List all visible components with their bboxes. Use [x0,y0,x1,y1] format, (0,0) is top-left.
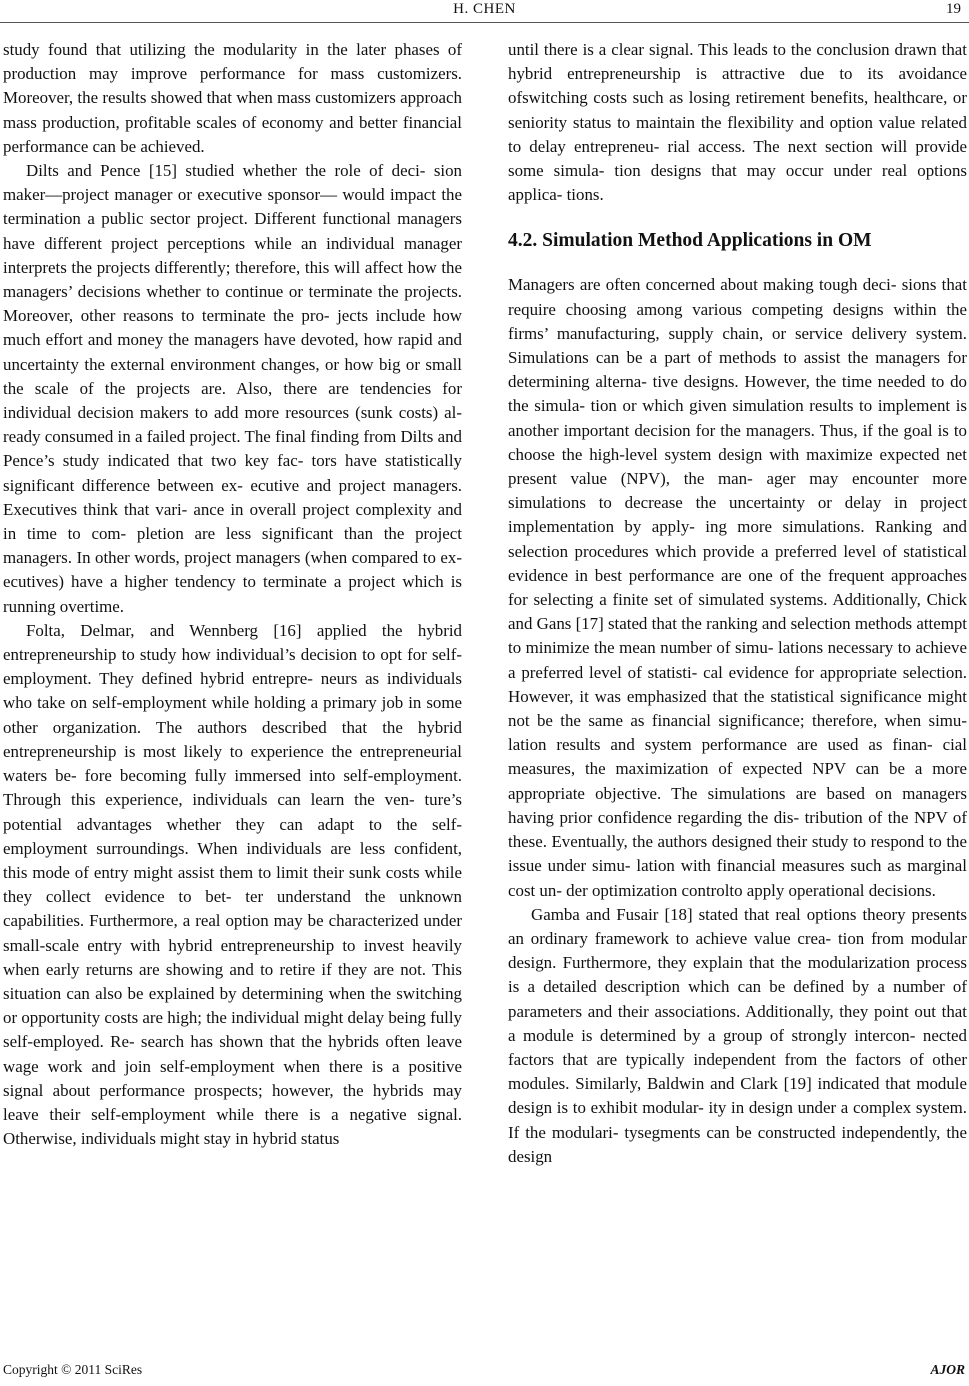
body-paragraph: study found that utilizing the modularity in the later phases of production may improve performance for mass customizers. Moreover, the results showed that when mass customizers approach mass production, profitable scales of economy and better financial performance can be achieved. [3,40,462,156]
section-heading: 4.2. Simulation Method Applications in OM [508,230,872,252]
page-header [0,0,969,23]
body-paragraph: Dilts and Pence [15] studied whether the role of deci- sion maker—project manager or executive sponsor— would impact the termination a public sector project. Different functional managers have different project perceptions while an individual manager interprets the projects differently; therefore, this will affect how the managers’ decisions whether to continue or terminate the projects. Moreover, other reasons to terminate the pro- jects include how much effort and money the managers have devoted, how rapid and uncertainty the external environment changes, or how big or small the scale of the projects are. Also, there are tendencies for individual decision makers to add more resources (sunk costs) al- ready consumed in a failed project. The final finding from Dilts and Pence’s study indicated that two key fac- tors have statistically significant difference between ex- ecutive and project managers. Executives think that vari- ance in overall project complexity and in time to com- pletion are less significant than the project managers. In other words, project managers (when compared to ex- ecutives) have a higher tendency to terminate a project which is running overtime. [3,161,462,616]
left-column [3,38,462,1151]
page-footer [3,1362,965,1378]
journal-name: AJOR [930,1362,965,1377]
body-paragraph: Folta, Delmar, and Wennberg [16] applied the hybrid entrepreneurship to study how individual’s decision to opt for self-employment. They defined hybrid entrepre- neurs as individuals who take on self-employment while holding a primary job in some other organization. The authors described that the hybrid entrepreneurship is most likely to experience the entrepreneurial waters be- fore becoming fully immersed into self-employment. Through this experience, individuals can learn the ven- ture’s potential advantages whether they can adapt to the self-employment surroundings. When individuals are less confident, this mode of entry might assist them to limit their sunk costs while they collect evidence to bet- ter understand the unknown capabilities. Furthermore, a real option may be characterized under small-scale entry with hybrid entrepreneurship to invest heavily when early returns are showing and to retire if they are not. This situation can also be explained by determining when the switching or opportunity costs are high; the individual might delay being fully self-employed. Re- search has shown that the hybrids often leave wage work and join self-employment when there is a positive signal about performance prospects; however, the hybrids may leave their self-employment while there is a negative signal. Otherwise, individuals might stay in hybrid status [3,620,462,1149]
running-head: H. CHEN [453,1,516,17]
page-number: 19 [946,1,961,17]
body-paragraph: until there is a clear signal. This leads to the conclusion drawn that hybrid entrepreneurship is attractive due to its avoidance ofswitching costs such as losing retirement benefits, healthcare, or seniority status to maintain the flexibility and option value related to delay entrepreneu- rial access. The next section will provide some simula- tion designs that may occur under real options applica- tions. [508,40,967,205]
right-column [508,38,967,1169]
body-paragraph: Managers are often concerned about making tough deci- sions that require choosing among various competing designs within the firms’ manufacturing, supply chain, or service delivery system. Simulations can be a part of methods to assist the managers for determining alterna- tive designs. However, the time needed to do the simula- tion or which given simulation results to implement is another important decision for the managers. Thus, if the goal is to choose the high-level system design with maximize expected net present value (NPV), the man- ager may encounter more simulations to decrease the uncertainty or delay in project implementation by apply- ing more simulations. Ranking and selection procedures which provide a preferred level of statistical evidence in best performance are one of the frequent approaches for selecting a finite set of simulated systems. Additionally, Chick and Gans [17] stated that the ranking and selection methods attempt to minimize the mean number of simu- lations necessary to achieve a preferred level of statisti- cal evidence for appropriate selection. However, it was emphasized that the statistical significance might not be the same as financial significance; therefore, when simu- lation results and system performance are used as finan- cial measures, the maximization of expected NPV can be a more appropriate objective. The simulations are based on managers having prior confidence regarding the dis- tribution of the NPV of these. Eventually, the authors designed their study to respond to the issue under simu- lation with financial measures such as marginal cost un- der optimization controlto apply operational decisions. [508,275,967,900]
body-paragraph: Gamba and Fusair [18] stated that real options theory presents an ordinary framework to achieve value crea- tion from modular design. Furthermore, they explain that the modularization process is a detailed description which can be defined by a number of parameters and their associations. Additionally, they point out that a module is determined by a group of strongly intercon- nected factors that are typically independent from the factors of other modules. Similarly, Baldwin and Clark [19] indicated that module design is to exhibit modular- ity in design under a complex system. If the modulari- tysegments can be constructed independently, the design [508,904,967,1166]
copyright-notice: Copyright © 2011 SciRes [3,1362,143,1377]
